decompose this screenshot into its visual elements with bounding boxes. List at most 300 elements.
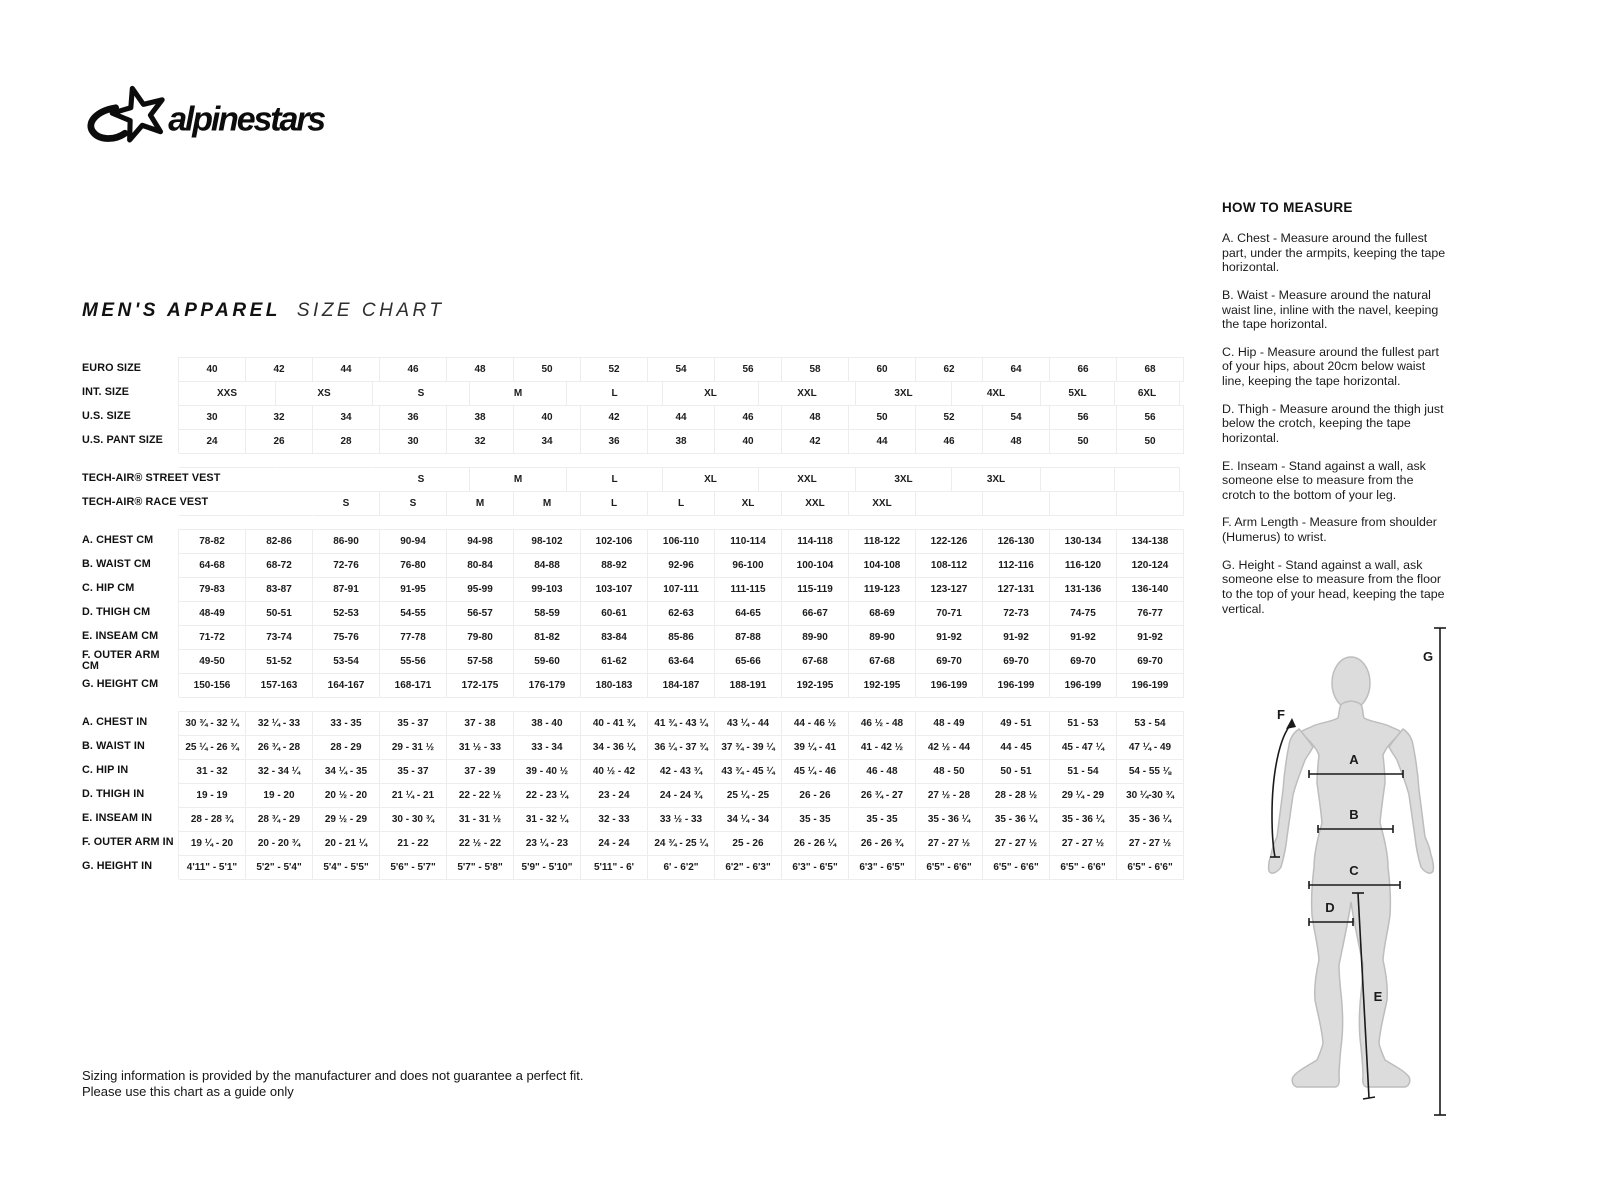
row-label: E. INSEAM CM — [82, 630, 159, 643]
size-cell: 36 — [380, 405, 447, 430]
size-cell: 28 ¾ - 29 — [246, 807, 313, 832]
size-cell: 72-73 — [983, 601, 1050, 626]
size-cell: 118-122 — [849, 529, 916, 554]
row-cells — [178, 855, 1184, 879]
size-cell: 26 ¾ - 28 — [246, 735, 313, 760]
measure-instruction: G. Height - Stand against a wall, ask someone else to measure from the floor to the top of your head, keeping the tape vertical. — [1222, 557, 1445, 616]
size-cell: 42 — [246, 357, 313, 382]
table-row — [82, 491, 1168, 515]
table-row — [82, 649, 1168, 673]
size-cell: 4XL — [952, 381, 1041, 406]
size-cell: 50 — [1050, 429, 1117, 454]
size-cell: 6'3" - 6'5" — [782, 855, 849, 880]
size-cell: 57-58 — [447, 649, 514, 674]
size-cell: 55-56 — [380, 649, 447, 674]
size-cell: 22 ½ - 22 — [447, 831, 514, 856]
size-cell: 39 - 40 ½ — [514, 759, 581, 784]
size-cell — [1050, 491, 1117, 516]
size-cell: 3XL — [856, 467, 952, 492]
size-cell: 91-92 — [983, 625, 1050, 650]
size-cell: 42 - 43 ¾ — [648, 759, 715, 784]
size-cell: 114-118 — [782, 529, 849, 554]
size-cell: 29 - 31 ½ — [380, 735, 447, 760]
size-cell: 32 — [447, 429, 514, 454]
label-hip: C — [1349, 863, 1359, 878]
table-row — [82, 855, 1173, 879]
size-cell: 35 - 36 ¼ — [983, 807, 1050, 832]
size-cell: 68 — [1117, 357, 1184, 382]
size-cell: 63-64 — [648, 649, 715, 674]
size-cell: 54 — [983, 405, 1050, 430]
measure-instruction: F. Arm Length - Measure from shoulder (Humerus) to wrist. — [1222, 515, 1437, 544]
page-title-light: SIZE CHART — [296, 300, 445, 321]
label-thigh: D — [1325, 900, 1335, 915]
size-cell: 5'4" - 5'5" — [313, 855, 380, 880]
table-row — [82, 735, 1172, 759]
size-cell: 131-136 — [1050, 577, 1117, 602]
size-cell: 188-191 — [715, 673, 782, 698]
footer-line-2: Please use this chart as a guide only — [82, 1084, 294, 1100]
size-cell: 119-123 — [849, 577, 916, 602]
size-cell: 19 ¼ - 20 — [179, 831, 246, 856]
size-cell: 24 - 24 ¾ — [648, 783, 715, 808]
size-cell: 31 - 32 — [179, 759, 246, 784]
size-cell: 76-80 — [380, 553, 447, 578]
size-cell: 107-111 — [648, 577, 715, 602]
size-cell: 94-98 — [447, 529, 514, 554]
size-cell: 64 — [983, 357, 1050, 382]
size-cell: 5'11" - 6' — [581, 855, 648, 880]
size-cell: 35 - 37 — [380, 711, 447, 736]
size-cell: 33 ½ - 33 — [648, 807, 715, 832]
size-cell: 102-106 — [581, 529, 648, 554]
size-cell — [276, 467, 373, 492]
size-cell: 46 — [715, 405, 782, 430]
table-row — [82, 711, 1168, 735]
alpinestars-wordmark: alpinestars — [168, 100, 325, 139]
size-cell: 98-102 — [514, 529, 581, 554]
size-cell: XXL — [782, 491, 849, 516]
size-cell: 150-156 — [179, 673, 246, 698]
row-label: TECH-AIR® STREET VEST — [82, 472, 221, 485]
size-cell: 45 - 47 ¼ — [1050, 735, 1117, 760]
size-cell: 33 - 35 — [313, 711, 380, 736]
size-cell: 89-90 — [782, 625, 849, 650]
size-cell: XS — [276, 381, 373, 406]
row-label: A. CHEST IN — [82, 716, 148, 729]
table-row — [82, 553, 1168, 577]
size-cell: 6'3" - 6'5" — [849, 855, 916, 880]
how-to-measure-list — [1222, 231, 1450, 616]
size-cell: 70-71 — [916, 601, 983, 626]
size-cell: 25 - 26 — [715, 831, 782, 856]
size-cell: 36 ¼ - 37 ¾ — [648, 735, 715, 760]
size-cell: 32 - 33 — [581, 807, 648, 832]
size-cell — [916, 491, 983, 516]
size-cell: 54 — [648, 357, 715, 382]
size-cell: 61-62 — [581, 649, 648, 674]
size-cell: 82-86 — [246, 529, 313, 554]
size-cell: 20 ½ - 20 — [313, 783, 380, 808]
page-title — [82, 300, 444, 322]
size-cell: 29 ¼ - 29 — [1050, 783, 1117, 808]
size-cell: 6' - 6'2" — [648, 855, 715, 880]
size-cell: 67-68 — [849, 649, 916, 674]
size-cell: 50 — [1117, 429, 1184, 454]
table-row — [82, 831, 1172, 855]
size-cell: 48-49 — [179, 601, 246, 626]
table-row — [82, 673, 1168, 697]
size-cell: 27 ½ - 28 — [916, 783, 983, 808]
size-cell: 78-82 — [179, 529, 246, 554]
row-cells — [178, 759, 1184, 783]
size-cell: 37 ¾ - 39 ¼ — [715, 735, 782, 760]
how-to-measure-panel — [1222, 200, 1450, 629]
size-cell: 31 ½ - 33 — [447, 735, 514, 760]
size-cell: 43 ¼ - 44 — [715, 711, 782, 736]
size-cell: 84-88 — [514, 553, 581, 578]
size-cell: 196-199 — [983, 673, 1050, 698]
size-cell: 83-84 — [581, 625, 648, 650]
size-cell: 77-78 — [380, 625, 447, 650]
size-cell: 35 - 36 ¼ — [1050, 807, 1117, 832]
table-row — [82, 577, 1168, 601]
table-row — [82, 467, 1168, 491]
table-row — [82, 405, 1168, 429]
size-cell: 120-124 — [1117, 553, 1184, 578]
size-cell: 52-53 — [313, 601, 380, 626]
size-cell: 60 — [849, 357, 916, 382]
size-cell: 66 — [1050, 357, 1117, 382]
row-label: D. THIGH IN — [82, 788, 145, 801]
size-cell: 35 - 36 ¼ — [1117, 807, 1184, 832]
size-cell: 52 — [581, 357, 648, 382]
size-cell: 69-70 — [1117, 649, 1184, 674]
size-cell: 104-108 — [849, 553, 916, 578]
size-cell: 83-87 — [246, 577, 313, 602]
measure-instruction: A. Chest - Measure around the fullest part, under the armpits, keeping the tape horizontal. — [1222, 231, 1446, 275]
size-cell: 62-63 — [648, 601, 715, 626]
row-label: EURO SIZE — [82, 362, 142, 375]
row-cells — [178, 405, 1184, 429]
size-cell: 24 — [179, 429, 246, 454]
size-cell: 69-70 — [1050, 649, 1117, 674]
size-cell: 91-92 — [1050, 625, 1117, 650]
size-cell: 6'5" - 6'6" — [1050, 855, 1117, 880]
size-cell: 41 - 42 ½ — [849, 735, 916, 760]
size-cell: 69-70 — [916, 649, 983, 674]
measure-instruction: B. Waist - Measure around the natural waist line, inline with the navel, keeping the tape horizontal. — [1222, 287, 1439, 332]
alpinestars-star-icon — [91, 88, 162, 140]
size-cell: 100-104 — [782, 553, 849, 578]
size-cell: 92-96 — [648, 553, 715, 578]
size-cell: 53 - 54 — [1117, 711, 1184, 736]
size-cell: 110-114 — [715, 529, 782, 554]
size-cell: 42 — [581, 405, 648, 430]
size-cell: 28 - 28 ½ — [983, 783, 1050, 808]
size-cell: XXS — [179, 381, 276, 406]
table-row — [82, 357, 1168, 381]
size-cell: M — [447, 491, 514, 516]
size-cell: 4'11" - 5'1" — [179, 855, 246, 880]
size-cell: 172-175 — [447, 673, 514, 698]
label-waist: B — [1349, 807, 1359, 822]
row-cells — [178, 807, 1184, 831]
size-cell — [1117, 491, 1184, 516]
row-cells — [178, 711, 1184, 735]
row-cells — [178, 553, 1184, 577]
size-cell: 28 - 28 ¾ — [179, 807, 246, 832]
size-cell — [246, 491, 313, 516]
size-cell: 24 - 24 — [581, 831, 648, 856]
size-cell: 50 - 51 — [983, 759, 1050, 784]
row-label: E. INSEAM IN — [82, 812, 153, 825]
size-cell: 29 ½ - 29 — [313, 807, 380, 832]
size-cell: L — [581, 491, 648, 516]
size-cell: 86-90 — [313, 529, 380, 554]
size-cell: 196-199 — [916, 673, 983, 698]
size-cell: 54 - 55 ⅛ — [1117, 759, 1184, 784]
row-label: F. OUTER ARM IN — [82, 836, 174, 849]
size-cell: 44 — [313, 357, 380, 382]
size-cell: 21 ¼ - 21 — [380, 783, 447, 808]
size-cell: 69-70 — [983, 649, 1050, 674]
size-cell: 34 ¼ - 34 — [715, 807, 782, 832]
size-cell: 26 - 26 ¾ — [849, 831, 916, 856]
size-cell: L — [648, 491, 715, 516]
size-cell: 99-103 — [514, 577, 581, 602]
row-cells — [178, 783, 1184, 807]
size-cell: 25 ¼ - 26 ¾ — [179, 735, 246, 760]
size-cell: 40 — [514, 405, 581, 430]
size-cell: 44 - 46 ½ — [782, 711, 849, 736]
size-cell: XXL — [849, 491, 916, 516]
label-arm-length: F — [1277, 707, 1285, 722]
size-cell: 19 - 19 — [179, 783, 246, 808]
row-cells — [178, 357, 1184, 381]
footer-disclaimer — [82, 1068, 584, 1101]
size-cell: 26 - 26 ¼ — [782, 831, 849, 856]
size-cell: 22 - 22 ½ — [447, 783, 514, 808]
size-cell: 32 — [246, 405, 313, 430]
size-cell: 40 - 41 ¾ — [581, 711, 648, 736]
size-cell: 56 — [1050, 405, 1117, 430]
row-cells — [178, 381, 1180, 405]
size-cell: 180-183 — [581, 673, 648, 698]
size-cell: 6'5" - 6'6" — [916, 855, 983, 880]
size-cell: 81-82 — [514, 625, 581, 650]
size-cell: 111-115 — [715, 577, 782, 602]
size-cell: 28 - 29 — [313, 735, 380, 760]
row-cells — [178, 601, 1184, 625]
size-cell: 38 — [447, 405, 514, 430]
size-cell: 134-138 — [1117, 529, 1184, 554]
size-cell: 34 — [514, 429, 581, 454]
size-cell: 91-95 — [380, 577, 447, 602]
size-cell: 40 ½ - 42 — [581, 759, 648, 784]
size-cell: 5'2" - 5'4" — [246, 855, 313, 880]
size-cell: 68-72 — [246, 553, 313, 578]
size-cell: 6XL — [1115, 381, 1180, 406]
row-label: C. HIP CM — [82, 582, 135, 595]
size-cell: 192-195 — [849, 673, 916, 698]
right-arm-shape — [1389, 729, 1433, 873]
size-cell: 51 - 54 — [1050, 759, 1117, 784]
height-line — [1434, 628, 1446, 1115]
size-cell: 5'6" - 5'7" — [380, 855, 447, 880]
size-cell: 30 — [179, 405, 246, 430]
size-cell: 66-67 — [782, 601, 849, 626]
size-cell: 196-199 — [1117, 673, 1184, 698]
row-cells — [178, 529, 1184, 553]
row-cells — [178, 625, 1184, 649]
table-row — [82, 429, 1168, 453]
table-section-gap — [82, 515, 1168, 529]
size-cell: 35 - 35 — [782, 807, 849, 832]
size-table — [82, 357, 1174, 879]
size-cell — [1041, 467, 1115, 492]
size-cell: M — [470, 467, 567, 492]
size-cell: 196-199 — [1050, 673, 1117, 698]
size-cell: 96-100 — [715, 553, 782, 578]
row-label: INT. SIZE — [82, 386, 130, 399]
size-cell: 26 — [246, 429, 313, 454]
table-section-gap — [82, 453, 1168, 467]
size-cell: 37 - 38 — [447, 711, 514, 736]
size-cell: 32 ¼ - 33 — [246, 711, 313, 736]
size-cell: 23 ¼ - 23 — [514, 831, 581, 856]
size-cell: 87-91 — [313, 577, 380, 602]
size-cell: 31 - 32 ¼ — [514, 807, 581, 832]
table-row — [82, 759, 1172, 783]
alpinestars-logo — [80, 80, 360, 156]
size-cell: 62 — [916, 357, 983, 382]
size-cell: 30 ¾ - 32 ¼ — [179, 711, 246, 736]
row-label: G. HEIGHT IN — [82, 860, 153, 873]
row-cells — [178, 735, 1184, 759]
size-cell: 50-51 — [246, 601, 313, 626]
footer-line-1: Sizing information is provided by the manufacturer and does not guarantee a perfect fit. — [82, 1068, 584, 1083]
size-cell: 48 — [447, 357, 514, 382]
size-cell: 50 — [849, 405, 916, 430]
row-label: A. CHEST CM — [82, 534, 154, 547]
row-label: D. THIGH CM — [82, 606, 151, 619]
size-cell: 51-52 — [246, 649, 313, 674]
table-row — [82, 807, 1172, 831]
size-cell: 21 - 22 — [380, 831, 447, 856]
size-cell: 27 - 27 ½ — [1117, 831, 1184, 856]
size-cell: 80-84 — [447, 553, 514, 578]
size-cell: 30 — [380, 429, 447, 454]
row-cells — [178, 673, 1184, 697]
row-label: C. HIP IN — [82, 764, 129, 777]
row-label: B. WAIST CM — [82, 558, 151, 571]
size-cell: 168-171 — [380, 673, 447, 698]
size-cell: 38 — [648, 429, 715, 454]
size-cell: 130-134 — [1050, 529, 1117, 554]
table-section-gap — [82, 697, 1168, 711]
size-cell: 64-68 — [179, 553, 246, 578]
size-cell: 56 — [1117, 405, 1184, 430]
size-cell: 90-94 — [380, 529, 447, 554]
size-cell: 87-88 — [715, 625, 782, 650]
size-cell: S — [373, 381, 470, 406]
size-cell: 35 - 36 ¼ — [916, 807, 983, 832]
size-cell: 20 - 21 ¼ — [313, 831, 380, 856]
size-cell: S — [380, 491, 447, 516]
row-cells — [178, 831, 1184, 855]
size-cell: 65-66 — [715, 649, 782, 674]
size-cell: 34 ¼ - 35 — [313, 759, 380, 784]
size-cell: 123-127 — [916, 577, 983, 602]
size-cell: 68-69 — [849, 601, 916, 626]
size-cell: 126-130 — [983, 529, 1050, 554]
size-cell: 35 - 35 — [849, 807, 916, 832]
label-height: G — [1422, 649, 1434, 664]
row-label: G. HEIGHT CM — [82, 678, 159, 691]
size-cell: 35 - 37 — [380, 759, 447, 784]
size-cell: 6'2" - 6'3" — [715, 855, 782, 880]
size-cell: 6'5" - 6'6" — [1117, 855, 1184, 880]
left-arm-shape — [1269, 729, 1313, 873]
size-cell: 116-120 — [1050, 553, 1117, 578]
size-cell: 79-83 — [179, 577, 246, 602]
size-cell: 60-61 — [581, 601, 648, 626]
size-cell: 48 — [983, 429, 1050, 454]
label-inseam: E — [1373, 989, 1383, 1004]
size-cell: 50 — [514, 357, 581, 382]
size-cell: 34 - 36 ¼ — [581, 735, 648, 760]
size-cell: 41 ¾ - 43 ¼ — [648, 711, 715, 736]
size-cell: XL — [663, 467, 759, 492]
size-cell: 24 ¾ - 25 ¼ — [648, 831, 715, 856]
row-label: TECH-AIR® RACE VEST — [82, 496, 209, 509]
size-cell: 53-54 — [313, 649, 380, 674]
page-title-bold: MEN'S APPAREL — [82, 300, 281, 321]
size-cell: 46 ½ - 48 — [849, 711, 916, 736]
size-cell: 27 - 27 ½ — [983, 831, 1050, 856]
label-chest: A — [1349, 752, 1359, 767]
size-cell: 20 - 20 ¾ — [246, 831, 313, 856]
how-to-measure-title: HOW TO MEASURE — [1222, 200, 1353, 215]
size-cell: 184-187 — [648, 673, 715, 698]
size-cell: 49 - 51 — [983, 711, 1050, 736]
size-cell: 91-92 — [916, 625, 983, 650]
size-cell: 34 — [313, 405, 380, 430]
size-cell: 79-80 — [447, 625, 514, 650]
size-cell: 44 — [849, 429, 916, 454]
table-row — [82, 625, 1168, 649]
size-cell: 27 - 27 ½ — [916, 831, 983, 856]
size-cell: 37 - 39 — [447, 759, 514, 784]
size-cell: 44 - 45 — [983, 735, 1050, 760]
size-cell: 38 - 40 — [514, 711, 581, 736]
size-cell: 89-90 — [849, 625, 916, 650]
size-cell: XL — [715, 491, 782, 516]
size-cell: 6'5" - 6'6" — [983, 855, 1050, 880]
size-cell: 46 — [380, 357, 447, 382]
size-cell: 56-57 — [447, 601, 514, 626]
size-cell: 54-55 — [380, 601, 447, 626]
size-cell — [983, 491, 1050, 516]
size-cell: 192-195 — [782, 673, 849, 698]
size-cell: M — [514, 491, 581, 516]
body-measurement-diagram — [1235, 615, 1455, 1120]
size-cell: 36 — [581, 429, 648, 454]
size-cell: XXL — [759, 467, 856, 492]
size-cell: 52 — [916, 405, 983, 430]
row-cells — [178, 491, 1184, 515]
